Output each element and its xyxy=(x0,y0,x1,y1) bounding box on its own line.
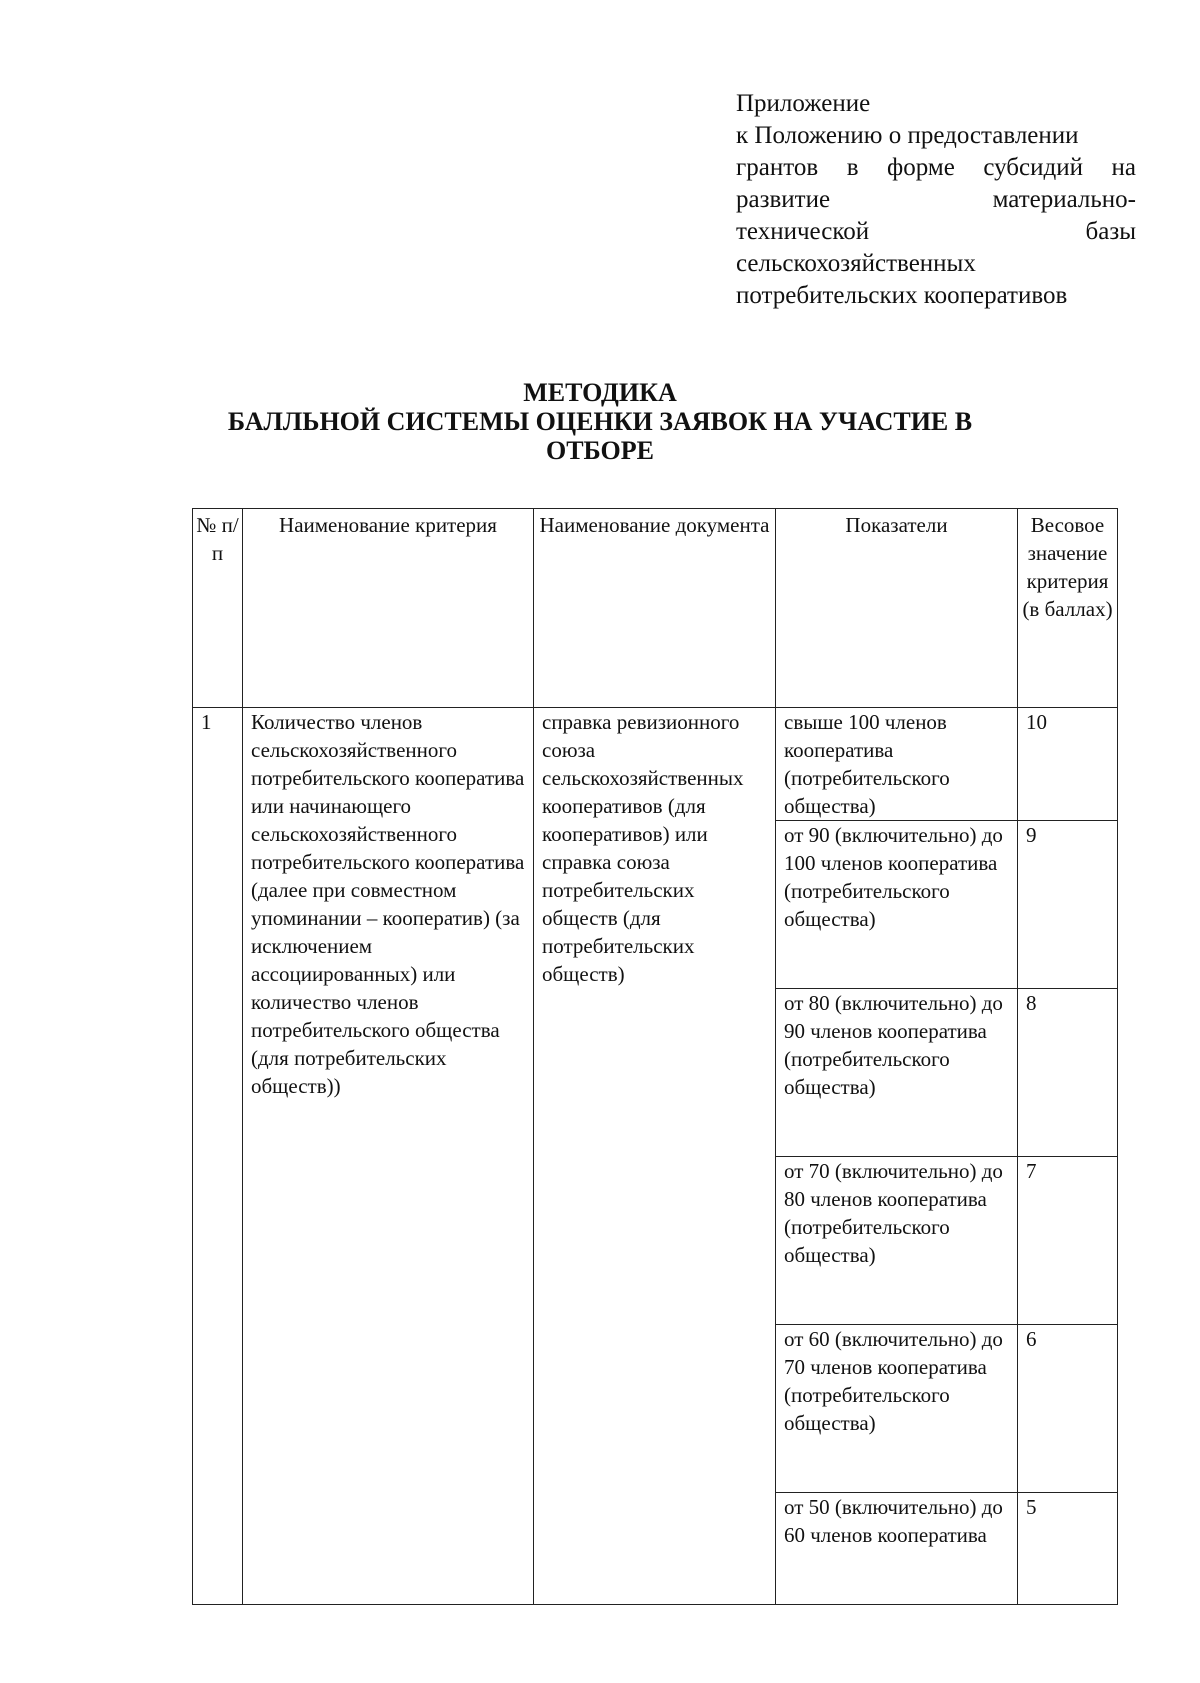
cell-indicator: от 80 (включительно) до 90 членов кооператива (потребительского общества) xyxy=(776,989,1018,1157)
title-line: БАЛЛЬНОЙ СИСТЕМЫ ОЦЕНКИ ЗАЯВОК НА УЧАСТИЕ В xyxy=(227,407,973,436)
appendix-line: потребительских кооперативов xyxy=(736,282,1068,309)
appendix-word: базы xyxy=(1085,218,1136,245)
appendix-line: Приложение xyxy=(736,90,871,117)
cell-score: 9 xyxy=(1018,821,1118,989)
document-title xyxy=(200,378,1000,465)
appendix-word: материально- xyxy=(992,186,1136,213)
cell-score: 5 xyxy=(1018,1493,1118,1605)
appendix-block xyxy=(736,88,1136,312)
appendix-word: технической xyxy=(736,218,870,245)
header-num: № п/п xyxy=(193,509,243,708)
header-document: Наименование документа xyxy=(534,509,776,708)
appendix-line xyxy=(736,184,1136,216)
table-header-row xyxy=(193,509,1118,708)
header-criterion: Наименование критерия xyxy=(243,509,534,708)
cell-num: 1 xyxy=(193,708,243,1605)
appendix-line: к Положению о предоставлении xyxy=(736,122,1079,149)
cell-score: 8 xyxy=(1018,989,1118,1157)
appendix-line: грантов в форме субсидий на xyxy=(736,154,1136,181)
cell-score: 7 xyxy=(1018,1157,1118,1325)
header-weight: Весовое значение критерия (в баллах) xyxy=(1018,509,1118,708)
cell-indicator: от 50 (включительно) до 60 членов кооператива xyxy=(776,1493,1018,1605)
cell-score: 6 xyxy=(1018,1325,1118,1493)
cell-indicator: от 60 (включительно) до 70 членов кооператива (потребительского общества) xyxy=(776,1325,1018,1493)
cell-indicator: от 70 (включительно) до 80 членов кооператива (потребительского общества) xyxy=(776,1157,1018,1325)
cell-indicator: свыше 100 членов кооператива (потребительского общества) xyxy=(776,708,1018,821)
criteria-table xyxy=(192,508,1118,1605)
appendix-line: сельскохозяйственных xyxy=(736,250,976,277)
cell-document: справка ревизионного союза сельскохозяйственных кооперативов (для кооперативов) или справка союза потребительских обществ (для потребительских обществ) xyxy=(534,708,776,1605)
cell-score: 10 xyxy=(1018,708,1118,821)
title-line: МЕТОДИКА xyxy=(523,378,677,407)
cell-criterion: Количество членов сельскохозяйственного потребительского кооператива или начинающего сельскохозяйственного потребительского кооператива (далее при совместном упоминании – кооператив) (за исключением ассоциированных) или количество членов потребительского общества (для потребительских обществ)) xyxy=(243,708,534,1605)
cell-indicator: от 90 (включительно) до 100 членов кооператива (потребительского общества) xyxy=(776,821,1018,989)
appendix-word: развитие xyxy=(736,186,831,213)
header-indicators: Показатели xyxy=(776,509,1018,708)
table-row xyxy=(193,708,1118,821)
title-line: ОТБОРЕ xyxy=(545,436,655,465)
appendix-line xyxy=(736,216,1136,248)
